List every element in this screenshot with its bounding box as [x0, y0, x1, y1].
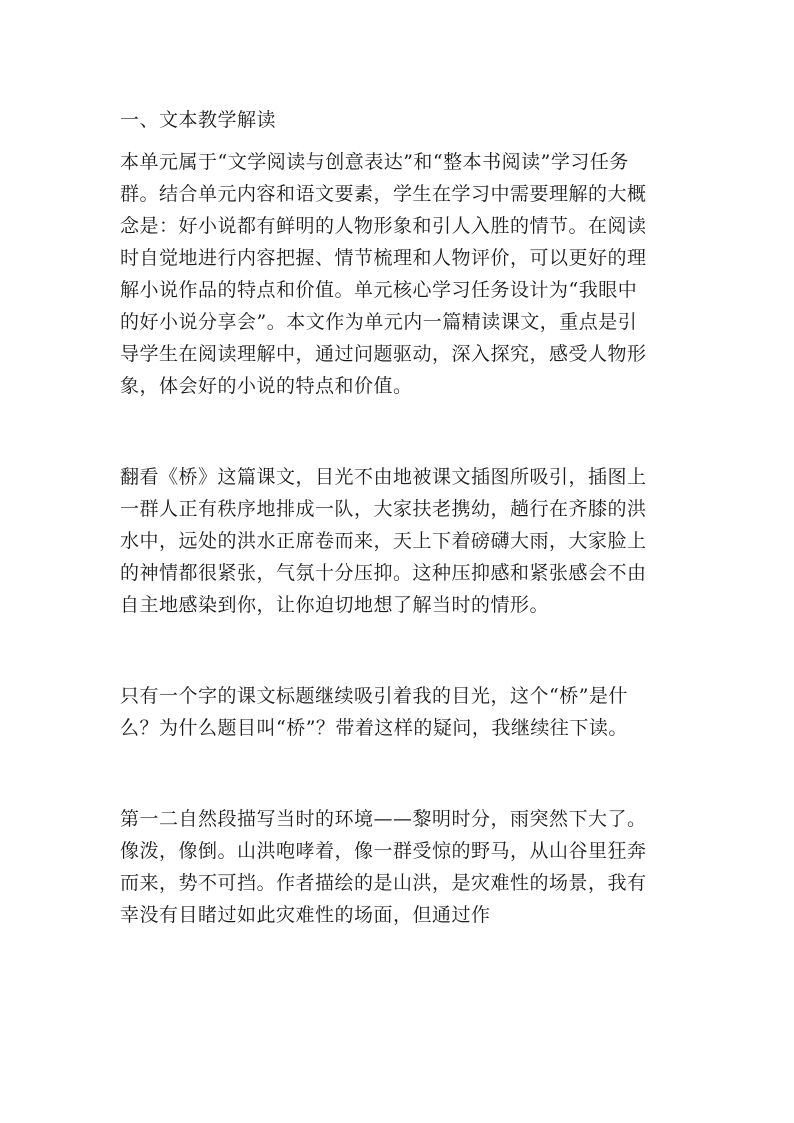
paragraph-illustration: 翻看《桥》这篇课文，目光不由地被课文插图所吸引，插图上一群人正有秩序地排成一队，大家扶老携幼，趟行在齐膝的洪水中，远处的洪水正席卷而来，天上下着磅礴大雨，大家脸上的神情都很紧张，气氛十分压抑。这种压抑感和紧张感会不由自主地感染到你，让你迫切地想了解当时的情形。 [120, 466, 647, 616]
document-page [120, 104, 650, 931]
section-heading: 一、文本教学解读 [120, 109, 277, 131]
paragraph-environment: 第一二自然段描写当时的环境——黎明时分，雨突然下大了。像泼，像倒。山洪咆哮着，像一群受惊的野马，从山谷里狂奔而来，势不可挡。作者描绘的是山洪，是灾难性的场景，我有幸没有目睹过如此灾难性的场面，但通过作 [120, 808, 647, 926]
paragraph-title-question: 只有一个字的课文标题继续吸引着我的目光，这个“桥”是什么？为什么题目叫“桥”？带着这样的疑问，我继续往下读。 [120, 685, 628, 739]
paragraph-unit-overview: 本单元属于“文学阅读与创意表达”和“整本书阅读”学习任务群。结合单元内容和语文要素，学生在学习中需要理解的大概念是：好小说都有鲜明的人物形象和引人入胜的情节。在阅读时自觉地进行内容把握、情节梳理和人物评价，可以更好的理解小说作品的特点和价值。单元核心学习任务设计为“我眼中的好小说分享会”。本文作为单元内一篇精读课文，重点是引导学生在阅读理解中，通过问题驱动，深入探究，感受人物形象，体会好的小说的特点和价值。 [120, 151, 647, 397]
